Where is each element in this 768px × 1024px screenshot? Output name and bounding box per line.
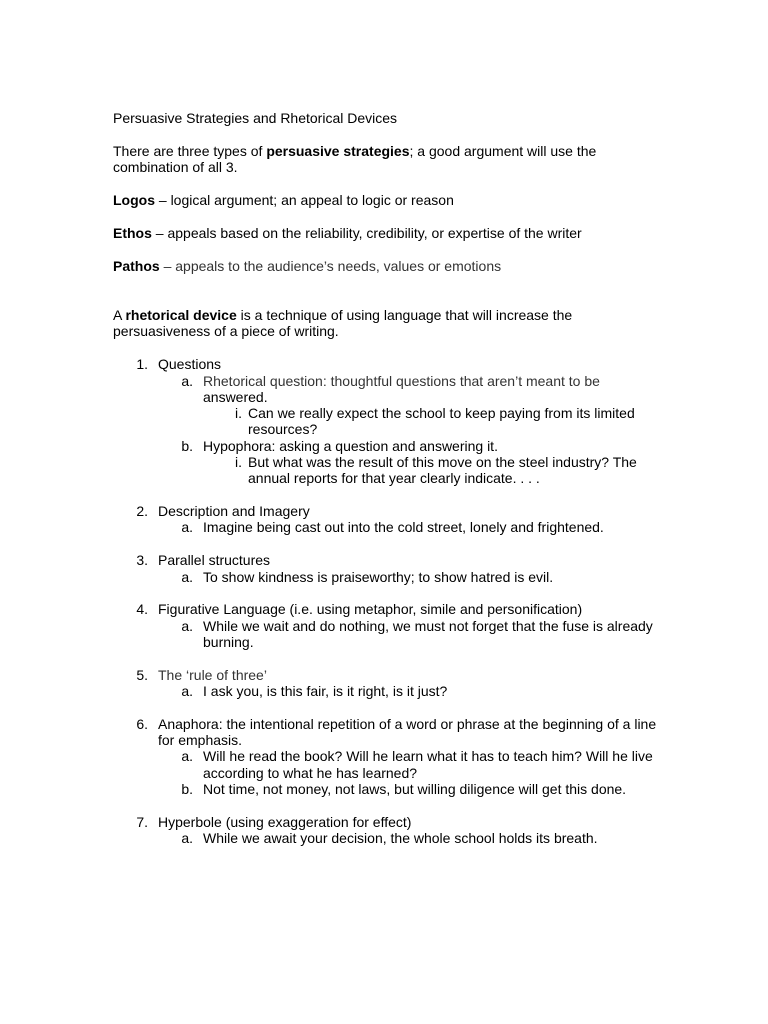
sub-item-letter: a. — [181, 618, 193, 634]
sub-item-text: Hypophora: asking a question and answering it. — [203, 438, 498, 454]
sub-item-text: answered. — [203, 389, 268, 405]
pathos-term: Pathos — [113, 258, 160, 274]
list-item-label: Hyperbole (using exaggeration for effect) — [158, 814, 412, 830]
list-number: 3. — [136, 552, 148, 568]
list-number: 6. — [136, 716, 148, 732]
sub-item-text: Will he read the book? Will he learn what it has to teach him? Will he live — [203, 748, 653, 764]
sub-item-text: burning. — [203, 634, 254, 650]
example-text: But what was the result of this move on the steel industry? The — [248, 454, 637, 470]
example-text: annual reports for that year clearly indicate. . . . — [248, 470, 540, 486]
intro-line-1 — [113, 143, 596, 159]
sub-item-text: I ask you, is this fair, is it right, is it just? — [203, 683, 448, 699]
list-number: 4. — [136, 601, 148, 617]
pathos-definition — [113, 258, 501, 274]
list-item-label: The ‘rule of three’ — [158, 667, 267, 683]
sub-item-text: While we await your decision, the whole school holds its breath. — [203, 830, 598, 846]
list-item-label: Questions — [158, 356, 222, 372]
device-text: A — [113, 307, 126, 323]
page-title: Persuasive Strategies and Rhetorical Devices — [113, 110, 398, 126]
intro-text: There are three types of — [113, 143, 267, 159]
sub-item-text: according to what he has learned? — [203, 765, 418, 781]
intro-bold-term: persuasive strategies — [266, 143, 410, 159]
list-item-label: Anaphora: the intentional repetition of a word or phrase at the beginning of a line — [158, 716, 657, 732]
sub-item-letter: a. — [181, 519, 193, 535]
pathos-text: – appeals to the audience’s needs, values or emotions — [159, 258, 502, 274]
intro-text-tail: ; a good argument will use the — [409, 143, 597, 159]
device-bold-term: rhetorical device — [125, 307, 237, 323]
sub-item-letter: a. — [181, 373, 193, 389]
sub-item-letter: a. — [181, 830, 193, 846]
sub-item-text: Rhetorical question: thoughtful questions that aren’t meant to be — [203, 373, 600, 389]
sub-item-letter: b. — [181, 438, 193, 454]
ethos-text: – appeals based on the reliability, credibility, or expertise of the writer — [151, 225, 582, 241]
roman-numeral: i. — [235, 454, 242, 470]
roman-numeral: i. — [235, 405, 242, 421]
sub-item-text: Imagine being cast out into the cold street, lonely and frightened. — [203, 519, 604, 535]
sub-item-text: Not time, not money, not laws, but willing diligence will get this done. — [203, 781, 627, 797]
list-item-label: Figurative Language (i.e. using metaphor, simile and personification) — [158, 601, 583, 617]
device-text-tail: is a technique of using language that will increase the — [236, 307, 573, 323]
device-line-2: persuasiveness of a piece of writing. — [113, 323, 339, 339]
example-text: resources? — [248, 421, 318, 437]
list-item-label: Parallel structures — [158, 552, 271, 568]
sub-item-letter: a. — [181, 569, 193, 585]
sub-item-letter: a. — [181, 683, 193, 699]
sub-item-letter: b. — [181, 781, 193, 797]
logos-term: Logos — [113, 192, 155, 208]
ethos-definition — [113, 225, 582, 241]
list-number: 1. — [136, 356, 148, 372]
intro-line-2: combination of all 3. — [113, 159, 238, 175]
list-number: 5. — [136, 667, 148, 683]
logos-definition — [113, 192, 454, 208]
list-item-label: Description and Imagery — [158, 503, 310, 519]
sub-item-text: To show kindness is praiseworthy; to show hatred is evil. — [203, 569, 554, 585]
ethos-term: Ethos — [113, 225, 152, 241]
device-line-1 — [113, 307, 572, 323]
sub-item-text: While we wait and do nothing, we must not forget that the fuse is already — [203, 618, 653, 634]
example-text: Can we really expect the school to keep paying from its limited — [248, 405, 635, 421]
sub-item-letter: a. — [181, 748, 193, 764]
logos-text: – logical argument; an appeal to logic or reason — [155, 192, 454, 208]
list-number: 7. — [136, 814, 148, 830]
list-number: 2. — [136, 503, 148, 519]
list-item-label-cont: for emphasis. — [158, 732, 243, 748]
